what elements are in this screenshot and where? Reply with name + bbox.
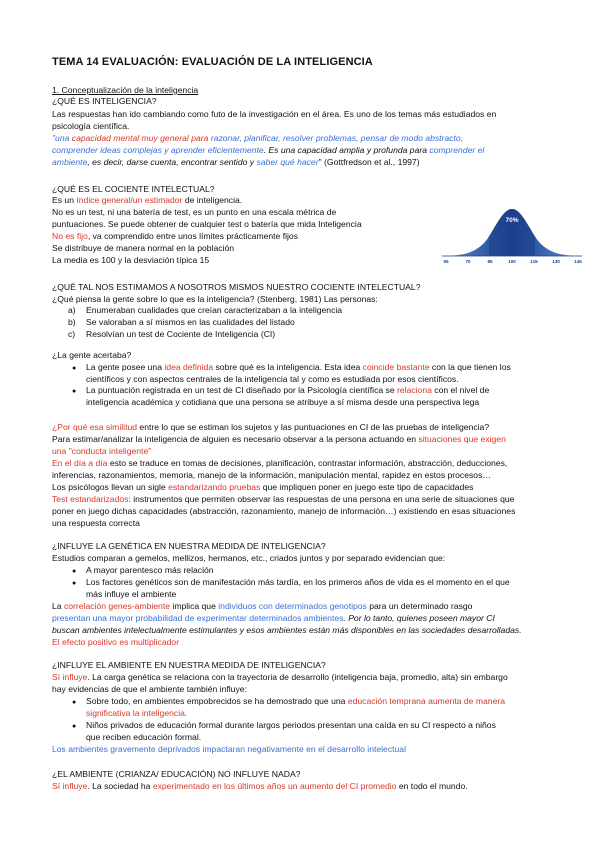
- paragraph-line: hay evidencias de que el ambiente también influye:: [52, 684, 247, 694]
- list-label: c): [68, 329, 76, 339]
- bullet-icon: ●: [72, 723, 77, 730]
- quote-text: ambiente: [52, 157, 88, 167]
- text: Para estimar/analizar la inteligencia de alguien es necesario observar a la persona actuando en: [52, 434, 419, 444]
- bullet-line: científicos y con aspectos centrales de la inteligencia tal y como es estudiada por esos científicos.: [86, 374, 459, 384]
- list-text: Se valoraban a sí mismos en las cualidades del listado: [86, 317, 295, 327]
- list-item: [0, 305, 600, 317]
- highlight-red: Sí influye: [52, 672, 88, 682]
- quote-line: [52, 145, 484, 156]
- paragraph-line: poner en juego dichas capacidades (abstracción, razonamiento, manejo de información…) existiendo en esas situaciones: [52, 506, 516, 516]
- axis-ticks: [443, 259, 582, 264]
- text: Sobre todo, en ambientes empobrecidos se ha demostrado que una: [86, 696, 348, 706]
- text: Es un: [52, 195, 77, 205]
- highlight-red: Sí influye: [52, 781, 88, 791]
- highlight-red: coincide bastante: [362, 362, 430, 372]
- paragraph-line: buscan ambientes intelectualmente estimulantes y esos ambientes están más disponibles en las sociedades desarrolladas.: [52, 625, 522, 635]
- paragraph-line: No es un test, ni una batería de test, es un punto en una escala métrica de: [52, 207, 337, 217]
- bullet-icon: ●: [72, 699, 77, 706]
- question-heading: ¿QUÉ ES INTELIGENCIA?: [52, 96, 157, 106]
- paragraph-line: [52, 781, 468, 792]
- paragraph-line: Los ambientes gravemente deprivados impactaran negativamente en el desarrollo intelectual: [52, 744, 406, 754]
- text: de inteligencia.: [182, 195, 243, 205]
- highlight-red: idea definida: [164, 362, 214, 372]
- highlight-red: correlación genes-ambiente: [63, 601, 171, 611]
- bullet-line: [86, 385, 489, 396]
- quote-text: comprender ideas complejas y aprender eficientemente: [52, 145, 264, 155]
- highlight-blue: presentan una mayor probabilidad de experimentar determinados ambientes: [52, 613, 344, 623]
- text: La: [52, 601, 64, 611]
- paragraph-line: [52, 494, 514, 505]
- quote-line: [52, 133, 463, 144]
- paragraph-line: ¿Qué piensa la gente sobre lo que es la inteligencia? (Stenberg, 1981) Las personas:: [52, 294, 378, 304]
- text: con el nivel de: [431, 385, 490, 395]
- bullet-line: [86, 362, 511, 373]
- quote-text: saber qué hacer: [256, 157, 319, 167]
- bullet-line: significativa la inteligencia.: [86, 708, 188, 718]
- tick-label: 100: [508, 259, 516, 264]
- highlight-red: ¿Por qué esa similitud: [52, 422, 138, 432]
- bullet-line: A mayor parentesco más relación: [86, 565, 214, 575]
- tick-label: 130: [552, 259, 560, 264]
- paragraph-line: [52, 231, 298, 242]
- question-heading: ¿EL AMBIENTE (CRIANZA/ EDUCACIÓN) NO INFLUYE NADA?: [52, 769, 301, 779]
- question-heading: ¿La gente acertaba?: [52, 350, 132, 360]
- normal-distribution-figure: [440, 206, 585, 266]
- bullet-line: que reciben educación formal.: [86, 732, 202, 742]
- highlight-red: experimentado en los últimos años un aumento del CI promedio: [152, 781, 397, 791]
- highlight-red: No: [52, 231, 66, 241]
- citation: " (Gottfredson et al., 1997): [318, 157, 420, 167]
- list-text: Enumeraban cualidades que creían caracterizaban a la inteligencia: [86, 305, 343, 315]
- bullet-line: Los factores genéticos son de manifestación más tardía, en los primeros años de vida es el momento en el que: [86, 577, 510, 587]
- paragraph-line: una respuesta correcta: [52, 518, 140, 528]
- text: en todo el mundo.: [396, 781, 468, 791]
- text: La puntuación registrada en un test de CI diseñado por la Psicología científica se: [86, 385, 398, 395]
- highlight-red: es fijo: [65, 231, 88, 241]
- question-heading: ¿QUÉ TAL NOS ESTIMAMOS A NOSOTROS MISMOS NUESTRO COCIENTE INTELECTUAL?: [52, 282, 421, 292]
- highlight-red: capacidad mental muy general para: [71, 133, 209, 143]
- list-item: [0, 329, 600, 341]
- text: implica que: [170, 601, 219, 611]
- question-heading: ¿INFLUYE LA GENÉTICA EN NUESTRA MEDIDA DE INTELIGENCIA?: [52, 541, 326, 551]
- quote-text: comprender el: [429, 145, 485, 155]
- quote-text: "una: [52, 133, 72, 143]
- paragraph-line: [52, 613, 495, 624]
- paragraph-line: [52, 195, 242, 206]
- paragraph-line: inferencias, razonamientos, memoria, manejo de la información, manipulación mental, rapidez en estos procesos…: [52, 470, 491, 480]
- percent-label: 70%: [505, 217, 519, 224]
- bullet-icon: ●: [72, 568, 77, 575]
- tick-label: 115: [530, 259, 538, 264]
- quote-text: . Es una capacidad amplia y profunda para: [263, 145, 430, 155]
- paragraph-line: [52, 482, 473, 493]
- section-heading: 1. Conceptualización de la inteligencia: [52, 85, 199, 95]
- text-italic: . Por lo tanto, quienes poseen mayor CI: [343, 613, 495, 623]
- text: que impliquen poner en juego este tipo de capacidades: [260, 482, 474, 492]
- bullet-line: [86, 696, 505, 707]
- quote-text: razonar, planificar, resolver problemas, pensar de modo abstracto,: [208, 133, 464, 143]
- tick-label: 55: [443, 259, 449, 264]
- bullet-icon: ●: [72, 580, 77, 587]
- highlight-blue: individuos con determinados genotipos: [218, 601, 367, 611]
- highlight-red: índice general/un estimador: [76, 195, 183, 205]
- question-heading: ¿QUÉ ES EL COCIENTE INTELECTUAL?: [52, 184, 215, 194]
- paragraph-line: Las respuestas han ido cambiando como futo de la investigación en el área. Es uno de los temas más estudiados en: [52, 109, 497, 119]
- text: , va comprendido entre unos límites prácticamente fijos: [87, 231, 298, 241]
- text: entre lo que se estiman los sujetos y las puntuaciones en CI de las pruebas de inteligencia?: [137, 422, 490, 432]
- paragraph-line: [52, 601, 472, 612]
- bullet-line: más influye el ambiente: [86, 589, 177, 599]
- list-item: [0, 317, 600, 329]
- highlight-red: Test estandarizados: [52, 494, 129, 504]
- paragraph-line: psicología científica.: [52, 121, 130, 131]
- text: esto se traduce en tomas de decisiones, planificación, contrastar información, abstracción, deducciones,: [107, 458, 508, 468]
- text: con la que tienen los: [429, 362, 511, 372]
- highlight-red: En el día a día: [52, 458, 108, 468]
- paragraph-line: una "conducta inteligente": [52, 446, 152, 456]
- paragraph-line: [52, 458, 507, 469]
- bullet-line: Niños privados de educación formal durante largos periodos presentan una caída en su CI respecto a niños: [86, 720, 496, 730]
- bullet-icon: ●: [72, 365, 77, 372]
- paragraph-line: El efecto positivo es multiplicador: [52, 637, 180, 647]
- paragraph-line: Se distribuye de manera normal en la población: [52, 243, 235, 253]
- text: para un determinado rasgo: [366, 601, 473, 611]
- text: La gente posee una: [86, 362, 165, 372]
- question-heading: ¿INFLUYE EL AMBIENTE EN NUESTRA MEDIDA DE INTELIGENCIA?: [52, 660, 326, 670]
- paragraph-line: Estudios comparan a gemelos, mellizos, hermanos, etc., criados juntos y por separado evidencian que:: [52, 553, 446, 563]
- list-label: b): [68, 317, 76, 327]
- paragraph-line: [52, 434, 506, 445]
- highlight-red: relaciona: [397, 385, 432, 395]
- quote-text: , es decir, darse cuenta, encontrar sentido y: [87, 157, 257, 167]
- highlight-red: estandarizando pruebas: [168, 482, 261, 492]
- paragraph-line: puntuaciones. Se puede obtener de cualquier test o batería que mida Inteligencia: [52, 219, 362, 229]
- text: sobre qué es la inteligencia. Esta idea: [213, 362, 363, 372]
- paragraph-line: La media es 100 y la desviación típica 15: [52, 255, 210, 265]
- highlight-red: situaciones que exigen: [418, 434, 506, 444]
- bullet-icon: ●: [72, 388, 77, 395]
- tick-label: 85: [487, 259, 493, 264]
- highlight-red: educación temprana aumenta de manera: [347, 696, 505, 706]
- paragraph-line: [52, 422, 489, 433]
- text: . La carga genética se relaciona con la trayectoria de desarrollo (inteligencia baja, promedio, alta) sin embargo: [87, 672, 508, 682]
- paragraph-line: [52, 672, 508, 683]
- bullet-line: inteligencia académica y cotidiana que una persona se atribuye a sí misma desde una perspectiva lega: [86, 397, 480, 407]
- text: . La sociedad ha: [87, 781, 153, 791]
- quote-line: [52, 157, 420, 168]
- tick-label: 145: [574, 259, 582, 264]
- list-text: Resolvían un test de Cociente de Inteligencia (CI): [86, 329, 276, 339]
- document-title: TEMA 14 EVALUACIÓN: EVALUACIÓN DE LA INTELIGENCIA: [52, 56, 373, 68]
- list-label: a): [68, 305, 76, 315]
- text: Los psicólogos llevan un sigle: [52, 482, 169, 492]
- tick-label: 70: [465, 259, 471, 264]
- text: : instrumentos que permiten observar las respuestas de una persona en una serie de situaciones que: [128, 494, 515, 504]
